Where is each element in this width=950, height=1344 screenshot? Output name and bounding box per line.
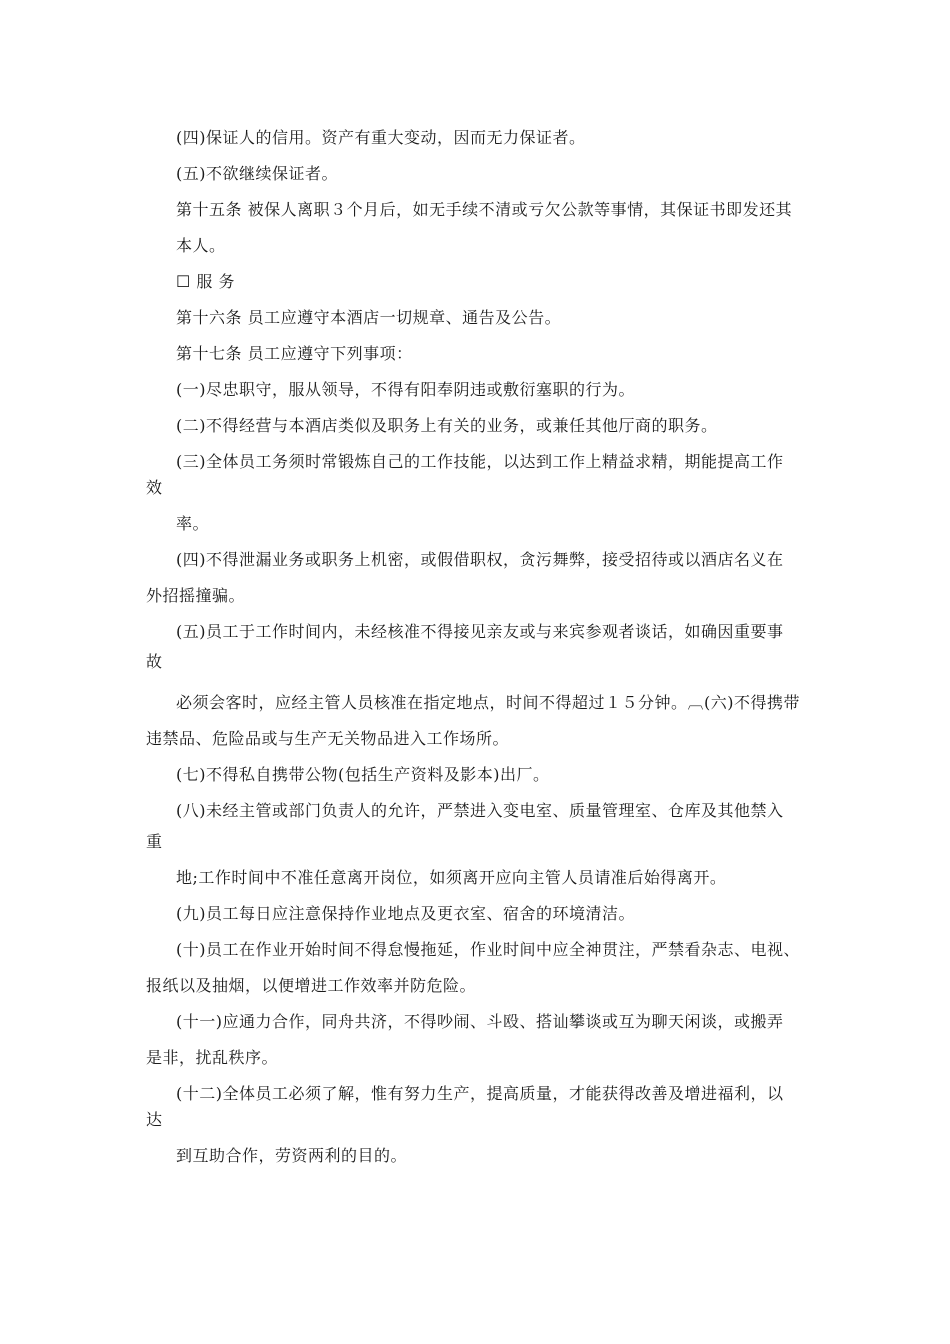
text-line: (五)员工于工作时间内，未经核准不得接见亲友或与来宾参观者谈话，如确因重要事 bbox=[176, 622, 784, 641]
text-line: 违禁品、危险品或与生产无关物品进入工作场所。 bbox=[146, 729, 510, 748]
text-line: 率。 bbox=[176, 514, 210, 533]
text-line: 达 bbox=[146, 1110, 163, 1129]
text-line: 是非，扰乱秩序。 bbox=[146, 1048, 279, 1067]
text-line: 地;工作时间中不准任意离开岗位，如须离开应向主管人员请准后始得离开。 bbox=[176, 868, 727, 887]
text-line: (十二)全体员工必须了解，惟有努力生产，提高质量，才能获得改善及增进福利，以 bbox=[176, 1084, 784, 1103]
text-line: (一)尽忠职守，服从领导，不得有阳奉阴违或敷衍塞职的行为。 bbox=[176, 380, 635, 399]
text-line: (十)员工在作业开始时间不得怠慢拖延，作业时间中应全神贯注，严禁看杂志、电视、 bbox=[176, 940, 800, 959]
text-line: 到互助合作，劳资两利的目的。 bbox=[176, 1146, 408, 1165]
text-line: (八)未经主管或部门负责人的允许，严禁进入变电室、质量管理室、仓库及其他禁入 bbox=[176, 801, 784, 820]
text-line: (二)不得经营与本酒店类似及职务上有关的业务，或兼任其他厅商的职务。 bbox=[176, 416, 718, 435]
text-line: (九)员工每日应注意保持作业地点及更衣室、宿舍的环境清洁。 bbox=[176, 904, 635, 923]
text-line: 第十六条 员工应遵守本酒店一切规章、通告及公告。 bbox=[176, 308, 562, 327]
text-line: 第十五条 被保人离职３个月后，如无手续不清或亏欠公款等事情，其保证书即发还其 bbox=[176, 200, 793, 219]
text-line: (四)不得泄漏业务或职务上机密，或假借职权，贪污舞弊，接受招待或以酒店名义在 bbox=[176, 550, 784, 569]
text-line: 故 bbox=[146, 652, 163, 671]
section-heading: ☐ 服 务 bbox=[176, 272, 236, 291]
text-line: (十一)应通力合作，同舟共济，不得吵闹、斗殴、搭讪攀谈或互为聊天闲谈，或搬弄 bbox=[176, 1012, 784, 1031]
text-line: 第十七条 员工应遵守下列事项： bbox=[176, 344, 413, 363]
text-line: 报纸以及抽烟，以便增进工作效率并防危险。 bbox=[146, 976, 477, 995]
text-line: (三)全体员工务须时常锻炼自己的工作技能，以达到工作上精益求精，期能提高工作 bbox=[176, 452, 784, 471]
text-line: 本人。 bbox=[176, 236, 226, 255]
text-line: (七)不得私自携带公物(包括生产资料及影本)出厂。 bbox=[176, 765, 550, 784]
text-line: (五)不欲继续保证者。 bbox=[176, 164, 338, 183]
text-line: 必须会客时，应经主管人员核准在指定地点，时间不得超过１５分钟。︹(六)不得携带 bbox=[176, 693, 800, 712]
text-line: 重 bbox=[146, 832, 163, 851]
text-line: (四)保证人的信用。资产有重大变动，因而无力保证者。 bbox=[176, 128, 586, 147]
text-line: 外招摇撞骗。 bbox=[146, 586, 246, 605]
text-line: 效 bbox=[146, 478, 163, 497]
